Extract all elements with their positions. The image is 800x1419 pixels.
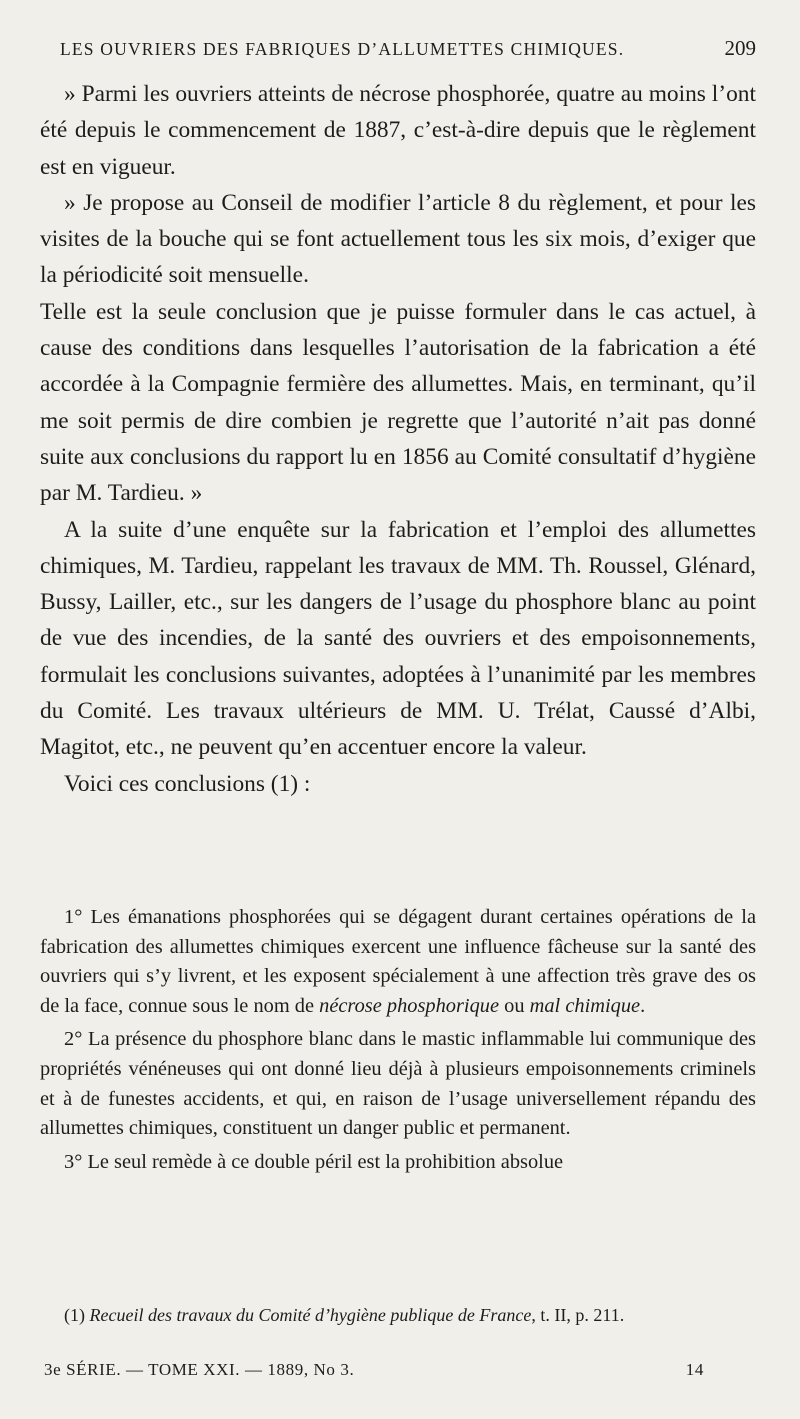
conclusion-1 xyxy=(40,903,756,1021)
paragraph-1: » Parmi les ouvriers atteints de nécrose phosphorée, quatre au moins l’ont été depuis le commencement de 1887, c’est-à-dire depuis que le règlement est en vigueur. xyxy=(40,81,756,180)
page-number: 209 xyxy=(724,36,756,60)
footnote-title: Recueil des travaux du Comité d’hygiène publique de France xyxy=(89,1305,532,1325)
conclusion-1-text: 1° Les émanations phosphorées qui se dégagent durant certaines opérations de la fabrication des allumettes chimiques exercent une influence fâcheuse sur la santé des ouvriers qui s’y livrent, et les exposent spécialement à une affection très grave des os de la face, connue sous le nom de xyxy=(40,906,756,1017)
signature-line xyxy=(44,1360,704,1380)
conclusions-list xyxy=(40,903,756,1177)
paragraph-5: Voici ces conclusions (1) : xyxy=(64,770,311,797)
paragraph-3: Telle est la seule conclusion que je puisse formuler dans le cas actuel, à cause des conditions dans lesquelles l’autorisation de la fabrication a été accordée à la Compagnie fermière des allumettes. Mais, en terminant, qu’il me soit permis de dire combien je regrette que l’autorité n’ait pas donné suite aux conclusions du rapport lu en 1856 au Comité consultatif d’hygiène par M. Tardieu. » xyxy=(40,298,756,507)
running-head xyxy=(60,36,756,61)
running-title: LES OUVRIERS DES FABRIQUES D’ALLUMETTES CHIMIQUES. xyxy=(60,39,625,59)
conclusion-1-term-necrose: nécrose phosphorique xyxy=(319,994,500,1017)
conclusion-2: 2° La présence du phosphore blanc dans le mastic inflammable lui communique des propriétés vénéneuses qui ont donné lieu déjà à plusieurs empoisonnements criminels et à de funestes accidents, et qui, en raison de l’usage universellement répandu des allumettes chimiques, constituent un danger public et permanent. xyxy=(40,1028,756,1140)
conclusion-3: 3° Le seul remède à ce double péril est la prohibition absolue xyxy=(64,1150,564,1173)
conclusion-1-term-mal: mal chimique xyxy=(529,994,641,1017)
conclusion-1-end: . xyxy=(640,994,646,1017)
footnote-text xyxy=(40,1303,756,1328)
paragraph-4: A la suite d’une enquête sur la fabrication et l’emploi des allumettes chimiques, M. Tardieu, rappelant les travaux de MM. Th. Roussel, Glénard, Bussy, Lailler, etc., sur les dangers de l’usage du phosphore blanc au point de vue des incendies, de la santé des ouvriers et des empoisonnements, formulait les conclusions suivantes, adoptées à l’unanimité par les membres du Comité. Les travaux ultérieurs de MM. U. Trélat, Caussé d’Albi, Magitot, etc., ne peuvent qu’en accentuer encore la valeur. xyxy=(40,516,756,761)
body-text xyxy=(40,76,756,802)
series-info: 3e SÉRIE. — TOME XXI. — 1889, No 3. xyxy=(44,1360,355,1379)
sheet-number: 14 xyxy=(685,1360,704,1379)
footnote-marker: (1) xyxy=(64,1305,90,1325)
paragraph-2: » Je propose au Conseil de modifier l’article 8 du règlement, et pour les visites de la bouche qui se font actuellement tous les six mois, d’exiger que la périodicité soit mensuelle. xyxy=(40,189,756,289)
footnote-reference: , t. II, p. 211. xyxy=(531,1305,625,1325)
conclusion-1-or: ou xyxy=(499,994,530,1017)
footnote xyxy=(40,1303,756,1328)
